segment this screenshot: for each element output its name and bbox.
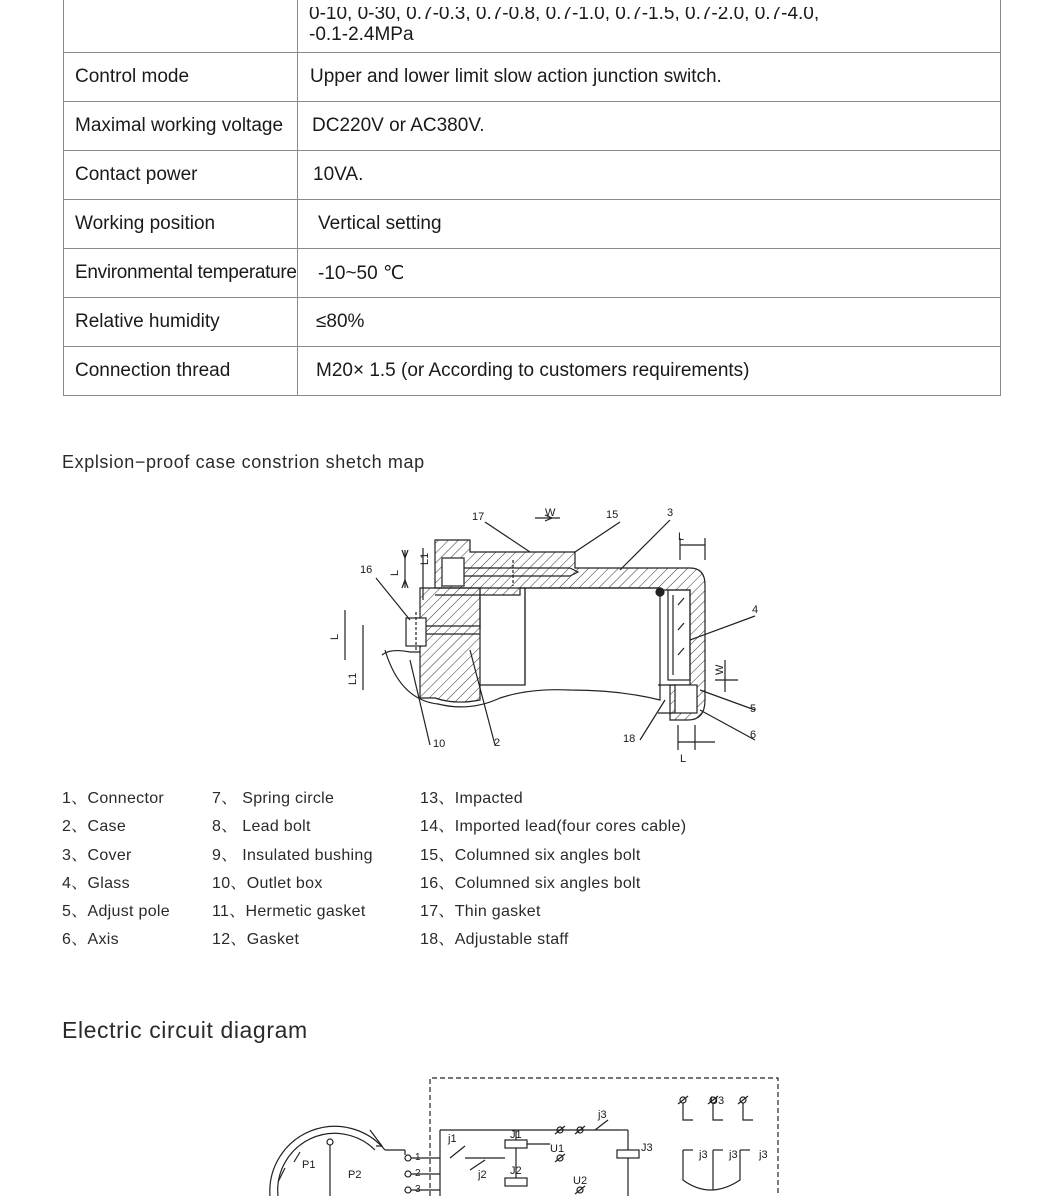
spec-value-range [298,0,1001,53]
label-j3-c: j3 [759,1149,768,1161]
spec-label: Control mode [64,53,298,102]
legend-item: 7、 Spring circle [212,790,335,807]
parts-legend-col1 [62,785,170,955]
sketch-section-title: Explsion−proof case constrion shetch map [62,452,425,472]
label-J3: J3 [641,1142,653,1154]
legend-item: 16、Columned six angles bolt [420,874,641,892]
callout-l-left: L [329,633,341,640]
legend-item: 6、Axis [62,931,119,949]
callout-l-top: L [678,531,685,543]
label-U3: U3 [710,1095,725,1107]
label-j2: j2 [478,1169,487,1181]
callout-l-upper: L [389,569,401,576]
label-p1: P1 [302,1159,316,1171]
callout-6: 6 [750,729,757,741]
spec-value: 10VA. [298,151,1001,200]
spec-label: Environmental temperature [64,249,298,298]
legend-item: 14、Imported lead(four cores cable) [420,818,687,836]
spec-value-range-cut: 0-10, 0-30, 0.7-0.3, 0.7-0.8, 0.7-1.0, 0.7-1.5, 0.7-2.0, 0.7-4.0, [309,7,820,21]
parts-legend-col2 [212,785,373,955]
parts-legend-col3 [420,785,686,955]
spec-row [64,347,1001,396]
spec-value: Upper and lower limit slow action junction switch. [298,53,1001,102]
spec-row [64,298,1001,347]
callout-l1-upper: L1 [419,552,431,565]
legend-item: 13、Impacted [420,790,523,807]
spec-label: Contact power [64,151,298,200]
label-p2: P2 [348,1169,362,1181]
spec-row [64,102,1001,151]
legend-item: 5、Adjust pole [62,903,170,921]
callout-l-bottom: L [680,753,687,765]
spec-value: Vertical setting [298,200,1001,249]
spec-label: Connection thread [64,347,298,396]
legend-item: 4、Glass [62,874,130,892]
legend-item: 17、Thin gasket [420,903,541,921]
callout-17: 17 [472,511,485,523]
callout-16: 16 [360,564,373,576]
callout-5: 5 [750,703,757,715]
callout-18: 18 [623,733,636,745]
callout-10: 10 [433,738,446,750]
spec-value: ≤80% [298,298,1001,347]
electric-circuit-diagram [250,1070,810,1196]
label-j1: j1 [448,1133,457,1145]
callout-3: 3 [667,507,674,519]
spec-value: DC220V or AC380V. [298,102,1001,151]
label-j3-a: j3 [699,1149,708,1161]
label-terminal-1: 1 [415,1152,421,1163]
spec-row [64,200,1001,249]
spec-row [64,249,1001,298]
spec-table [63,0,1001,396]
legend-item: 12、Gasket [212,931,300,949]
label-j3-top: j3 [598,1109,607,1121]
spec-value-range-line: -0.1-2.4MPa [309,24,414,45]
callout-4: 4 [752,604,759,616]
callout-l1-left: L1 [347,672,359,685]
label-U1: U1 [550,1143,565,1155]
spec-row [64,151,1001,200]
label-terminal-2: 2 [415,1168,421,1179]
callout-15: 15 [606,509,619,521]
spec-label: Working position [64,200,298,249]
label-J1: J1 [510,1129,522,1141]
label-U2: U2 [573,1175,588,1187]
callout-2: 2 [494,737,501,749]
circuit-section-title: Electric circuit diagram [62,1017,308,1043]
spec-label-empty [64,0,298,53]
spec-label: Maximal working voltage [64,102,298,151]
callout-w-top: W [545,507,556,519]
spec-row [64,53,1001,102]
spec-value: M20× 1.5 (or According to customers requirements) [298,347,1001,396]
label-j3-b: j3 [729,1149,738,1161]
legend-item: 9、 Insulated bushing [212,846,373,864]
callout-w-right: W [714,664,726,675]
legend-item: 2、Case [62,818,127,836]
label-terminal-3: 3 [415,1184,421,1195]
legend-item: 10、Outlet box [212,874,323,892]
explosion-proof-case-sketch [320,500,780,775]
legend-item: 8、 Lead bolt [212,818,311,836]
legend-item: 1、Connector [62,790,165,807]
legend-item: 3、Cover [62,846,132,864]
legend-item: 15、Columned six angles bolt [420,846,641,864]
legend-item: 11、Hermetic gasket [212,903,366,921]
spec-value: -10~50 ℃ [298,249,1001,298]
legend-item: 18、Adjustable staff [420,931,569,949]
spec-row-range [64,0,1001,53]
spec-label: Relative humidity [64,298,298,347]
label-J2: J2 [510,1165,522,1177]
